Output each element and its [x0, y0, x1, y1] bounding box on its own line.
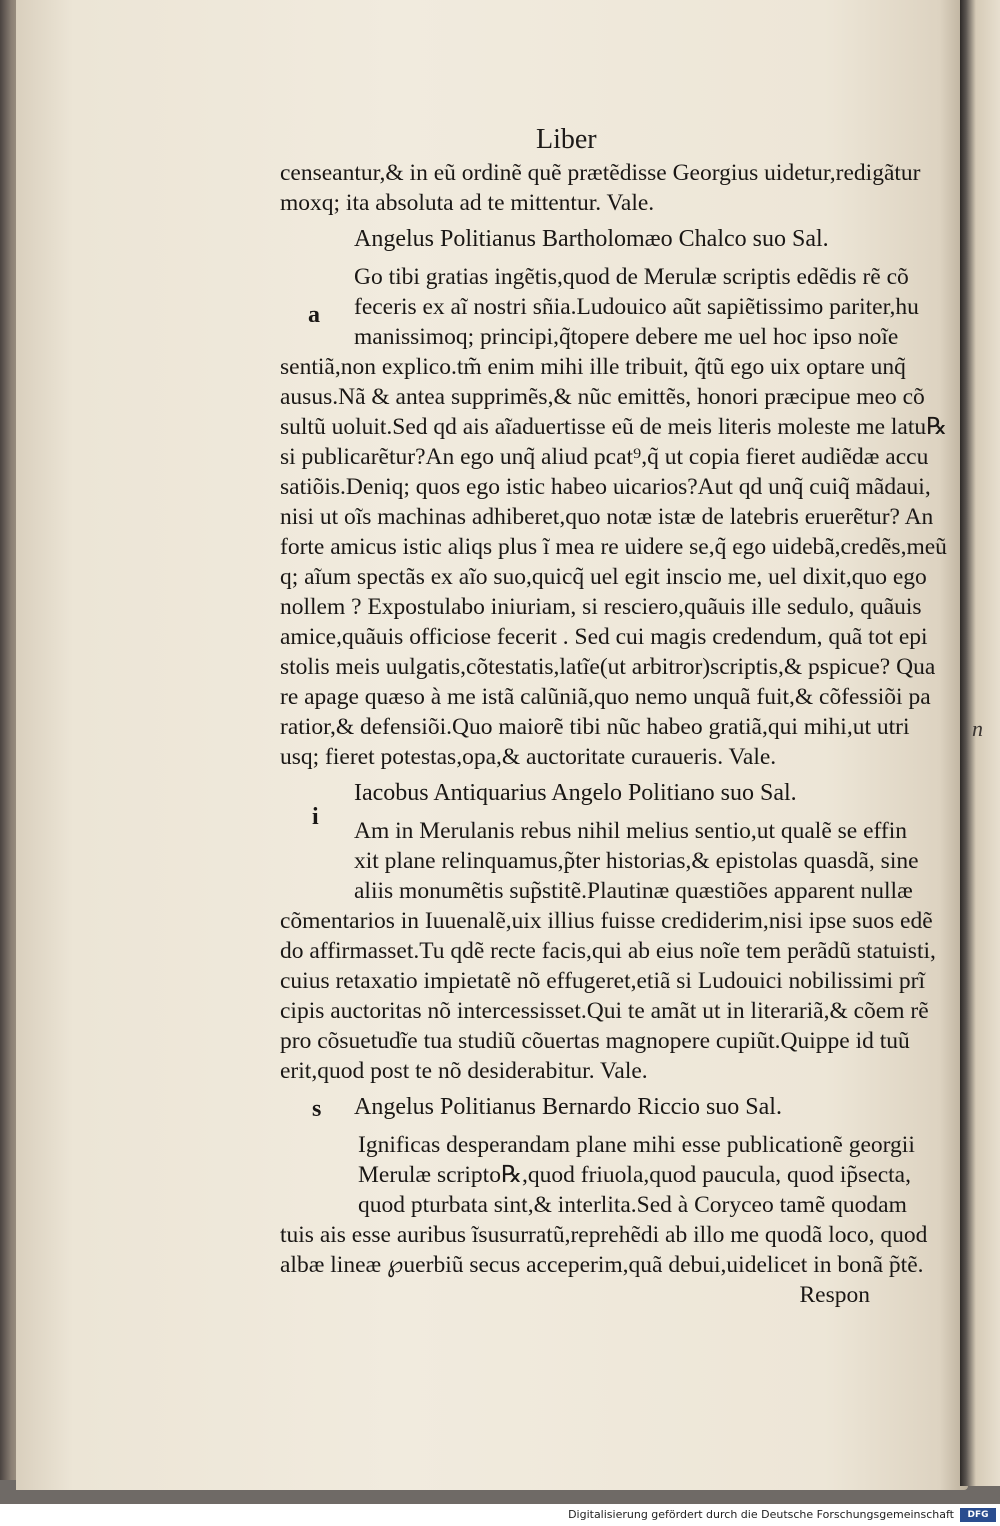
- text-line: xit plane relinquamus,p̃ter historias,& epistolas quasdã, sine: [354, 848, 919, 874]
- text-line: cuius retaxatio impietatẽ nõ effugeret,etiã si Ludouici nobilissimi prĩ: [280, 968, 925, 994]
- text-line: quod pturbata sint,& interlita.Sed à Coryceo tamẽ quodam: [358, 1192, 907, 1218]
- text-line: ratior,& defensiõi.Quo maiorẽ tibi nũc habeo gratiã,qui mihi,ut utri: [280, 714, 910, 740]
- text-line: usq; fieret potestas,opa,& auctoritate curaueris. Vale.: [280, 744, 777, 770]
- text-line: nisi ut oĩs machinas adhiberet,quo notæ istæ de latebris eruerẽtur? An: [280, 504, 934, 530]
- text-line: feceris ex aĩ nostri sñia.Ludouico aũt sapiẽtissimo pariter,hu: [354, 294, 919, 320]
- text-line: albæ lineæ ℘uerbiũ secus acceperim,quã debui,uidelicet in bonã p̃tẽ.: [280, 1252, 924, 1278]
- text-line: pro cõsuetudĩe tua studiũ cõuertas magnopere cupiũt.Quippe id tuũ: [280, 1028, 910, 1054]
- text-line: cõmentarios in Iuuenalẽ,uix illius fuisse crediderim,nisi ipse suos edẽ: [280, 908, 933, 934]
- footer-bar: [0, 1504, 1000, 1526]
- text-line: cipis auctoritas nõ intercessisset.Qui te amãt ut in literariã,& cõem rẽ: [280, 998, 929, 1024]
- text-line: amice,quãuis officiose fecerit . Sed cui magis credendum, quã tot epi: [280, 624, 928, 650]
- text-line: nollem ? Expostulabo iniuriam, si resciero,quãuis ille sedulo, quãuis: [280, 594, 922, 620]
- text-line: erit,quod post te nõ desiderabitur. Vale.: [280, 1058, 648, 1084]
- text-line: Go tibi gratias ingẽtis,quod de Merulæ scriptis edẽdis rẽ cõ: [354, 264, 909, 290]
- letter-heading: Iacobus Antiquarius Angelo Politiano suo Sal.: [354, 780, 797, 806]
- text-line: manissimoq; principi,q̃topere debere me uel hoc ipso noĩe: [354, 324, 899, 350]
- letter-heading: Angelus Politianus Bernardo Riccio suo Sal.: [354, 1094, 782, 1120]
- text-line: aliis monumẽtis sup̃stitẽ.Plautinæ quæstiões apparent nullæ: [354, 878, 913, 904]
- letter-heading: Angelus Politianus Bartholomæo Chalco suo Sal.: [354, 226, 829, 252]
- text-line: sentiã,non explico.tm̃ enim mihi ille tribuit, q̃tũ ego uix optare unq̃: [280, 354, 906, 380]
- facing-page-edge: [960, 0, 1000, 1486]
- text-line: Am in Merulanis rebus nihil melius sentio,ut qualẽ se effin: [354, 818, 908, 844]
- running-header: Liber: [536, 124, 597, 155]
- text-line: Merulæ scripto℞,quod friuola,quod paucula, quod ip̃secta,: [358, 1162, 911, 1188]
- text-line: censeantur,& in eũ ordinẽ quẽ prætẽdisse Georgius uidetur,redigãtur: [280, 160, 921, 186]
- text-line: stolis meis uulgatis,cõtestatis,latĩe(ut arbitror)scriptis,& pspicue? Qua: [280, 654, 936, 680]
- text-line: sultũ uoluit.Sed qd ais aĩaduertisse eũ de meis literis moleste me latu℞: [280, 414, 948, 440]
- marginal-letter-i: i: [312, 804, 319, 830]
- text-line: satiõis.Deniq; quos ego istic habeo uicarios?Aut qd unq̃ cuiq̃ mãdaui,: [280, 474, 931, 500]
- catchword: Respon: [799, 1282, 870, 1308]
- text-line: tuis ais esse auribus ĩsusurratũ,reprehẽdi ab illo me quodã loco, quod: [280, 1222, 928, 1248]
- text-line: re apage quæso à me istã calũniã,quo nemo unquã fuit,& cõfessiõi pa: [280, 684, 931, 710]
- dfg-logo: DFG: [960, 1508, 996, 1522]
- facing-page-letter: n: [972, 716, 983, 741]
- text-line: do affirmasset.Tu qdẽ recte facis,qui ab eius noĩe tem perãdũ statuisti,: [280, 938, 936, 964]
- marginal-letter-a: a: [308, 302, 320, 328]
- text-line: ausus.Nã & antea supprimẽs,& nũc emittẽs, honori præcipue meo cõ: [280, 384, 925, 410]
- text-line: q; aĩum spectãs ex aĩo suo,quicq̃ uel egit inscio me, uel dixit,quo ego: [280, 564, 927, 590]
- text-line: si publicarẽtur?An ego unq̃ aliud pcat⁹,q̃ ut copia fieret audiẽdæ accu: [280, 444, 929, 470]
- page-text: [280, 158, 948, 1310]
- text-line: forte amicus istic aliqs plus ĩ mea re uidere se,q̃ ego uidebã,credẽs,meũ: [280, 534, 947, 560]
- text-line: moxq; ita absoluta ad te mittentur. Vale.: [280, 190, 655, 216]
- text-line: Ignificas desperandam plane mihi esse publicationẽ georgii: [358, 1132, 915, 1158]
- funding-notice: Digitalisierung gefördert durch die Deutsche Forschungsgemeinschaft: [568, 1508, 954, 1521]
- marginal-letter-s: s: [312, 1096, 322, 1122]
